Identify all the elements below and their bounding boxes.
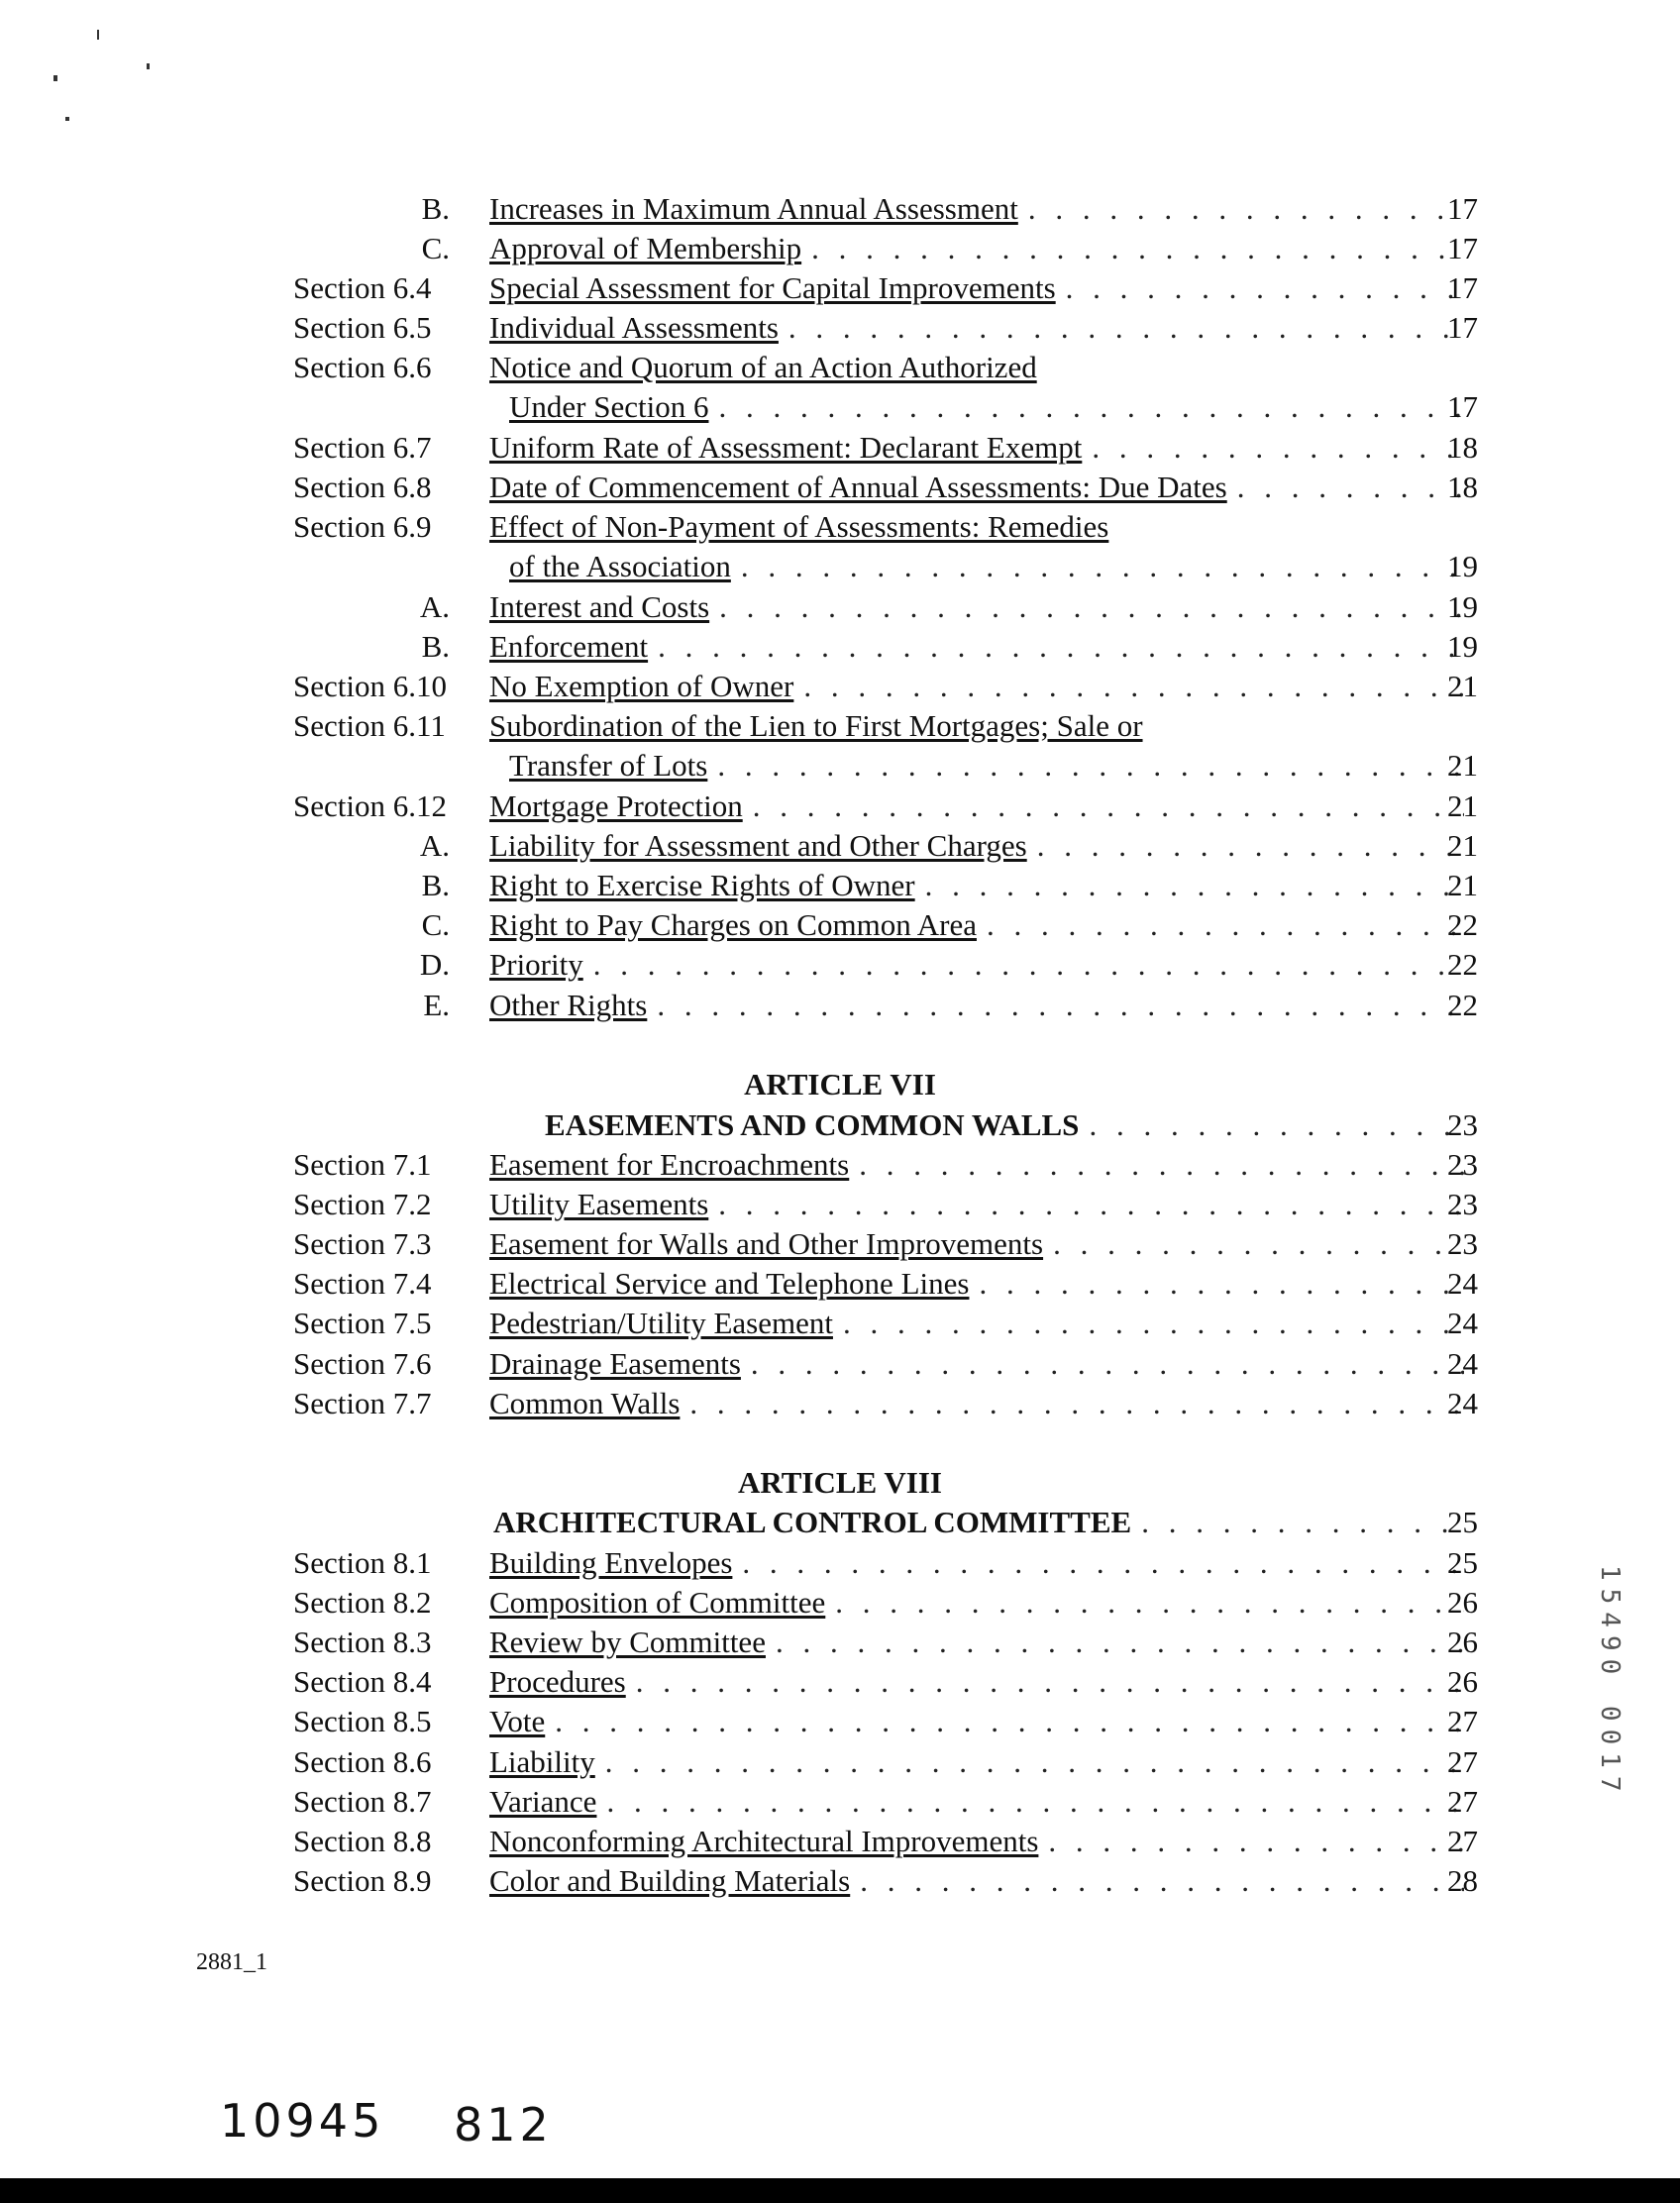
toc-row-label: Section 7.3	[293, 1226, 432, 1261]
toc-row-title: Utility Easements	[489, 1187, 709, 1221]
toc-row-page: 25	[1447, 1505, 1478, 1539]
toc-row-page: 17	[1447, 270, 1478, 305]
toc-row-label: Section 6.5	[293, 310, 432, 345]
toc-row	[0, 1384, 1680, 1423]
toc-row-label: Section 7.7	[293, 1386, 432, 1420]
toc-row-label: Section 8.7	[293, 1784, 432, 1819]
scan-speck	[97, 30, 99, 40]
toc-row	[0, 1344, 1680, 1384]
toc-row-title: Procedures	[489, 1664, 626, 1699]
toc-row-page: 21	[1447, 868, 1478, 902]
toc-row-label: Section 8.8	[293, 1824, 432, 1858]
toc-row-title: Mortgage Protection	[489, 788, 743, 823]
article-title-row	[0, 1105, 1680, 1145]
toc-row-label: C.	[421, 231, 450, 265]
toc-row-page: 23	[1447, 1107, 1478, 1142]
toc-row-page: 23	[1447, 1147, 1478, 1182]
toc-row-label: Section 7.6	[293, 1346, 432, 1381]
toc-row-title: Easement for Walls and Other Improvements	[489, 1226, 1044, 1261]
toc-row-page: 19	[1447, 589, 1478, 624]
toc-row-title: Priority	[489, 947, 583, 982]
toc-row-title: Enforcement	[489, 629, 649, 664]
toc-row	[0, 1782, 1680, 1822]
toc-row-page: 17	[1447, 389, 1478, 424]
toc-row-page: 22	[1447, 947, 1478, 982]
toc-row-title: Pedestrian/Utility Easement	[489, 1306, 833, 1340]
toc-row-page: 21	[1447, 748, 1478, 783]
toc-row-title: Liability	[489, 1744, 595, 1779]
toc-row-label: D.	[419, 947, 450, 982]
toc-row-title: Common Walls	[489, 1386, 681, 1420]
toc-row-page: 26	[1447, 1585, 1478, 1620]
toc-row-label: Section 8.1	[293, 1545, 432, 1580]
toc-row-label: Section 7.5	[293, 1306, 432, 1340]
toc-row-page: 28	[1447, 1863, 1478, 1898]
handwritten-page-number: 812	[454, 2098, 553, 2151]
toc-row	[0, 826, 1680, 866]
toc-row-title: Transfer of Lots	[509, 748, 708, 783]
toc-row-label: Section 6.7	[293, 430, 432, 465]
toc-row	[0, 1702, 1680, 1741]
article-title: EASEMENTS AND COMMON WALLS	[545, 1107, 1080, 1142]
toc-row-label: B.	[421, 191, 450, 226]
toc-row-title: Date of Commencement of Annual Assessments: Due Dates	[489, 470, 1227, 504]
toc-row	[0, 189, 1680, 229]
toc-row	[0, 308, 1680, 348]
toc-row-title: Building Envelopes	[489, 1545, 733, 1580]
toc-row-page: 21	[1447, 669, 1478, 703]
toc-row-title: Composition of Committee	[489, 1585, 826, 1620]
toc-row-label: Section 7.2	[293, 1187, 432, 1221]
scan-border	[0, 2178, 1680, 2203]
toc-row-label: B.	[421, 629, 450, 664]
toc-row	[0, 1583, 1680, 1623]
toc-row	[0, 787, 1680, 826]
toc-row-title: Subordination of the Lien to First Mortgages; Sale or	[489, 708, 1143, 743]
toc-row-title: No Exemption of Owner	[489, 669, 794, 703]
toc-row	[0, 507, 1680, 547]
toc-row-page: 27	[1447, 1704, 1478, 1738]
toc-row-title: Other Rights	[489, 988, 648, 1022]
toc-row-page: 17	[1447, 310, 1478, 345]
toc-row	[0, 945, 1680, 985]
toc-row-title: Approval of Membership	[489, 231, 802, 265]
article-heading: ARTICLE VII	[744, 1067, 936, 1102]
toc-row-label: Section 6.12	[293, 788, 447, 823]
toc-row-label: Section 7.1	[293, 1147, 432, 1182]
toc-row	[0, 229, 1680, 268]
toc-row	[0, 1623, 1680, 1662]
toc-row-label: Section 8.5	[293, 1704, 432, 1738]
toc-row-title: Nonconforming Architectural Improvements	[489, 1824, 1039, 1858]
toc-row-label: Section 8.9	[293, 1863, 432, 1898]
toc-row-label: E.	[423, 988, 450, 1022]
scan-speck	[65, 117, 69, 121]
scan-speck	[147, 63, 150, 69]
toc-row-page: 24	[1447, 1346, 1478, 1381]
toc-row-label: B.	[421, 868, 450, 902]
toc-row-label: Section 8.3	[293, 1625, 432, 1659]
toc-row-label: Section 6.11	[293, 708, 446, 743]
toc-row-page: 21	[1447, 788, 1478, 823]
toc-row-title: Increases in Maximum Annual Assessment	[489, 191, 1018, 226]
toc-row	[0, 268, 1680, 308]
toc-row-label: Section 8.6	[293, 1744, 432, 1779]
toc-row-label: Section 6.4	[293, 270, 432, 305]
toc-row-page: 23	[1447, 1187, 1478, 1221]
toc-row-label: A.	[419, 828, 450, 863]
toc-row-page: 27	[1447, 1824, 1478, 1858]
toc-row	[0, 667, 1680, 706]
toc-row	[0, 1543, 1680, 1583]
toc-row-title: of the Association	[509, 549, 731, 583]
toc-row	[0, 1822, 1680, 1861]
toc-row	[0, 387, 1680, 427]
toc-row-page: 18	[1447, 430, 1478, 465]
toc-row	[0, 1145, 1680, 1185]
toc-row-title: Review by Committee	[489, 1625, 766, 1659]
toc-row-title: Right to Pay Charges on Common Area	[489, 907, 977, 942]
toc-row-title: Under Section 6	[509, 389, 709, 424]
toc-row	[0, 746, 1680, 786]
toc-row-page: 22	[1447, 907, 1478, 942]
toc-row	[0, 706, 1680, 746]
toc-row-page: 26	[1447, 1664, 1478, 1699]
toc-row-title: Notice and Quorum of an Action Authorized	[489, 350, 1037, 384]
toc-row-page: 24	[1447, 1266, 1478, 1301]
toc-row-page: 26	[1447, 1625, 1478, 1659]
toc-row-label: C.	[421, 907, 450, 942]
toc-row-page: 22	[1447, 988, 1478, 1022]
toc-row-label: Section 7.4	[293, 1266, 432, 1301]
toc-row-title: Interest and Costs	[489, 589, 710, 624]
document-code: 2881_1	[196, 1949, 267, 1975]
toc-row-page: 18	[1447, 470, 1478, 504]
toc-row	[0, 428, 1680, 468]
toc-row-page: 17	[1447, 231, 1478, 265]
toc-row-label: Section 6.8	[293, 470, 432, 504]
toc-row	[0, 587, 1680, 627]
toc-row-title: Variance	[489, 1784, 597, 1819]
toc-row-title: Right to Exercise Rights of Owner	[489, 868, 915, 902]
toc-row-title: Individual Assessments	[489, 310, 779, 345]
toc-row-title: Effect of Non-Payment of Assessments: Remedies	[489, 509, 1109, 544]
toc-row	[0, 1742, 1680, 1782]
toc-row-page: 23	[1447, 1226, 1478, 1261]
toc-row-title: Easement for Encroachments	[489, 1147, 850, 1182]
toc-row	[0, 1224, 1680, 1264]
toc-row-title: Vote	[489, 1704, 546, 1738]
toc-row-page: 27	[1447, 1784, 1478, 1819]
toc-row	[0, 468, 1680, 507]
toc-row	[0, 348, 1680, 387]
toc-row-page: 17	[1447, 191, 1478, 226]
recording-stamp: 15490 0017	[1595, 1565, 1625, 1800]
toc-row-title: Special Assessment for Capital Improvements	[489, 270, 1056, 305]
article-heading: ARTICLE VIII	[738, 1465, 942, 1500]
toc-row-title: Liability for Assessment and Other Charges	[489, 828, 1027, 863]
toc-row	[0, 1185, 1680, 1224]
toc-row	[0, 905, 1680, 945]
toc-row	[0, 1304, 1680, 1343]
toc-row-page: 24	[1447, 1386, 1478, 1420]
scan-speck	[53, 75, 57, 81]
toc-row-title: Drainage Easements	[489, 1346, 741, 1381]
toc-row-label: Section 8.4	[293, 1664, 432, 1699]
toc-row-page: 19	[1447, 549, 1478, 583]
toc-row	[0, 866, 1680, 905]
toc-row-page: 19	[1447, 629, 1478, 664]
toc-row	[0, 986, 1680, 1025]
toc-row-title: Uniform Rate of Assessment: Declarant Exempt	[489, 430, 1083, 465]
toc-row-page: 27	[1447, 1744, 1478, 1779]
toc-row	[0, 1861, 1680, 1901]
toc-row	[0, 1264, 1680, 1304]
toc-row-page: 21	[1447, 828, 1478, 863]
toc-row-label: Section 6.9	[293, 509, 432, 544]
toc-row	[0, 547, 1680, 586]
toc-row-title: Electrical Service and Telephone Lines	[489, 1266, 970, 1301]
toc-row	[0, 627, 1680, 667]
article-title-row	[0, 1503, 1680, 1542]
toc-row-label: A.	[419, 589, 450, 624]
toc-row-label: Section 8.2	[293, 1585, 432, 1620]
toc-row-label: Section 6.10	[293, 669, 447, 703]
toc-row-label: Section 6.6	[293, 350, 432, 384]
toc-row-page: 25	[1447, 1545, 1478, 1580]
handwritten-book-number: 10945	[220, 2094, 385, 2148]
article-title: ARCHITECTURAL CONTROL COMMITTEE	[493, 1505, 1132, 1539]
toc-row-page: 24	[1447, 1306, 1478, 1340]
toc-row-title: Color and Building Materials	[489, 1863, 851, 1898]
toc-row	[0, 1662, 1680, 1702]
